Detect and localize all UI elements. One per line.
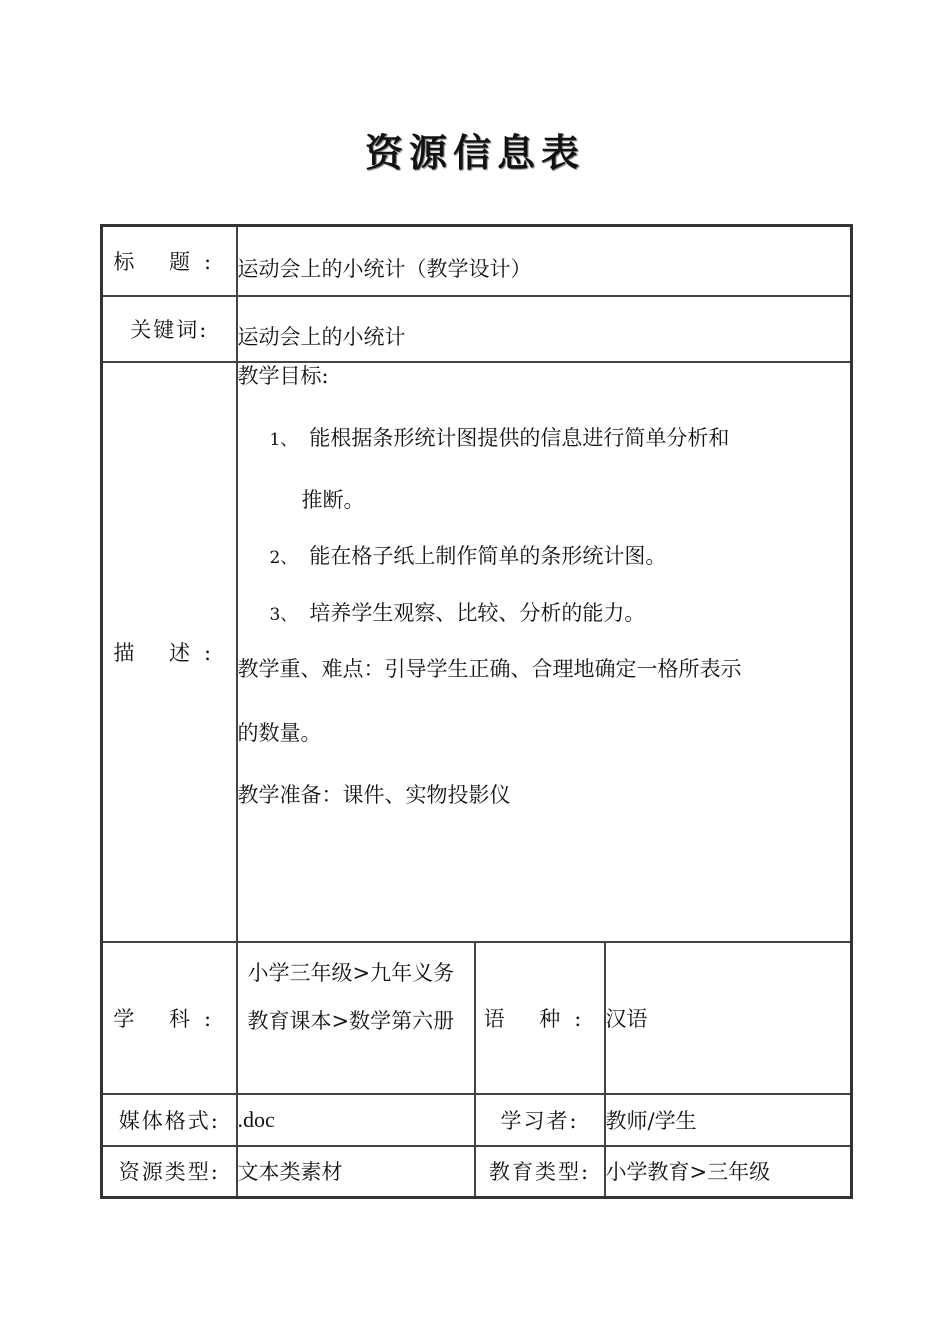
type-value: 文本类素材 (237, 1146, 475, 1198)
row-description (102, 362, 852, 942)
subject-label: 学 科: (102, 942, 237, 1094)
type-label: 资源类型: (102, 1146, 237, 1198)
subject-value: 小学三年级>九年义务教育课本>数学第六册 (237, 942, 475, 1094)
key-points-line1: 教学重、难点：引导学生正确、合理地确定一格所表示 (237, 656, 742, 681)
row-keywords (102, 296, 852, 362)
goal-text-3: 培养学生观察、比较、分析的能力。 (309, 600, 646, 625)
key-points-line2: 的数量。 (237, 721, 322, 745)
row-subject (102, 942, 852, 1094)
goal-number-2: 2、 (269, 548, 298, 569)
learner-label: 学习者: (475, 1094, 605, 1146)
goal-number-3: 3、 (269, 604, 298, 625)
title-value-text: 运动会上的小统计（教学设计） (237, 256, 532, 281)
row-media (102, 1094, 852, 1146)
language-label: 语 种: (475, 942, 605, 1094)
row-title (102, 226, 852, 296)
keywords-value-text: 运动会上的小统计 (237, 324, 406, 349)
row-type (102, 1146, 852, 1198)
title-value (237, 226, 852, 296)
goal-item-2 (238, 543, 851, 569)
keywords-label: 关键词: (102, 296, 237, 362)
learner-value: 教师/学生 (605, 1094, 852, 1146)
keywords-value (237, 296, 852, 362)
teaching-prep: 教学准备：课件、实物投影仪 (237, 783, 511, 808)
resource-info-table (100, 224, 853, 1199)
media-label: 媒体格式: (102, 1094, 237, 1146)
goal-item-1 (238, 425, 851, 514)
description-content (237, 362, 852, 942)
title-label: 标 题: (102, 226, 237, 296)
page-title: 资源信息表 (364, 130, 585, 175)
goal-number-1: 1、 (269, 429, 298, 450)
media-value: .doc (237, 1094, 475, 1146)
goal-item-3 (238, 600, 851, 626)
description-label: 描 述: (102, 362, 237, 942)
goal-text-2: 能在格子纸上制作简单的条形统计图。 (309, 544, 667, 569)
edu-label: 教育类型: (475, 1146, 605, 1198)
goal-text-1-continued: 推断。 (301, 488, 365, 512)
edu-value: 小学教育>三年级 (605, 1146, 852, 1198)
key-points (238, 656, 851, 747)
language-value: 汉语 (605, 942, 852, 1094)
goals-heading: 教学目标: (237, 363, 329, 388)
goal-text-1: 能根据条形统计图提供的信息进行简单分析和 (309, 425, 730, 450)
